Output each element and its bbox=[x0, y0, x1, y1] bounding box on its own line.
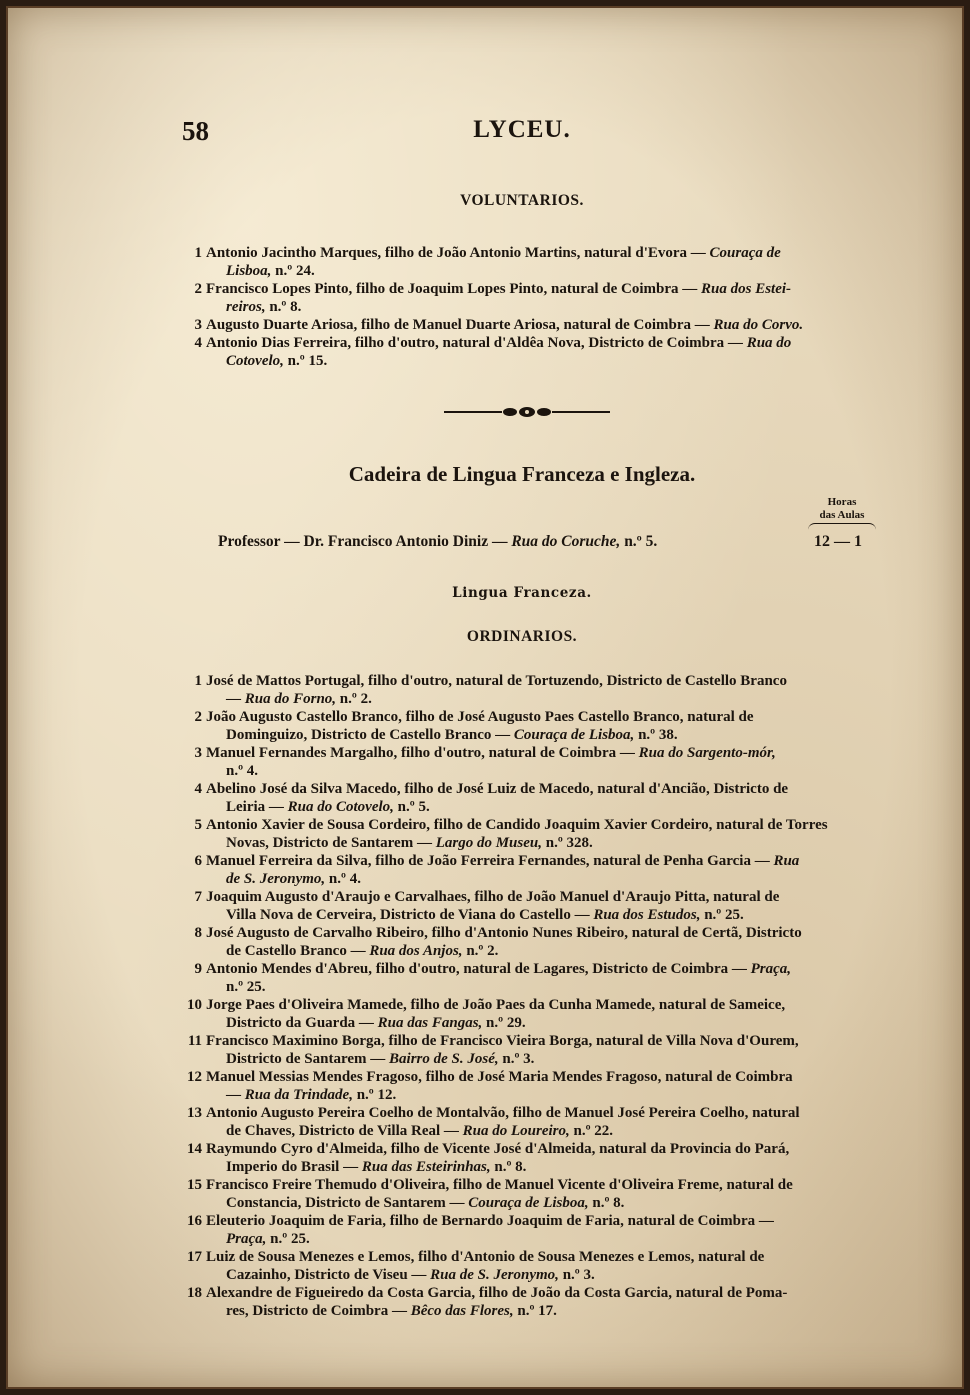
entry-continuation bbox=[206, 690, 884, 708]
entry-line: Antonio Xavier de Sousa Cordeiro, filho de Candido Joaquim Xavier Cordeiro, natural de Torres bbox=[206, 817, 828, 833]
list-item bbox=[182, 280, 884, 316]
entry-street: Couraça de Lisboa, bbox=[513, 727, 635, 743]
list-item bbox=[182, 1032, 884, 1068]
entry-number-suffix: n.º 15. bbox=[283, 353, 328, 369]
entry-text bbox=[206, 708, 884, 744]
entry-street: Cotovelo, bbox=[226, 353, 284, 369]
entry-number: 3 bbox=[194, 317, 202, 333]
entry-street: de S. Jeronymo, bbox=[226, 871, 326, 887]
entry-street: Couraça de Lisboa, bbox=[468, 1195, 589, 1211]
entry-text bbox=[206, 316, 884, 334]
entry-number-suffix: n.º 8. bbox=[265, 299, 302, 315]
list-item bbox=[182, 888, 884, 924]
entry-number-suffix: n.º 8. bbox=[588, 1195, 625, 1211]
entry-number-suffix: n.º 22. bbox=[569, 1123, 614, 1139]
entry-number-suffix: n.º 3. bbox=[558, 1267, 595, 1283]
entry-street: Rua dos Estei- bbox=[701, 281, 792, 297]
entry-text bbox=[206, 244, 884, 280]
entry-text bbox=[206, 280, 884, 316]
entry-continuation bbox=[206, 834, 884, 852]
entry-number: 12 bbox=[187, 1069, 202, 1085]
entry-street: Praça, bbox=[750, 961, 792, 977]
entry-line: Constancia, Districto de Santarem — bbox=[226, 1195, 465, 1211]
entry-text bbox=[206, 780, 884, 816]
entry-number: 9 bbox=[194, 961, 202, 977]
list-item bbox=[182, 316, 884, 334]
entry-street: Rua de S. Jeronymo, bbox=[430, 1267, 559, 1283]
entry-line: Antonio Dias Ferreira, filho d'outro, natural d'Aldêa Nova, Districto de Coimbra — bbox=[206, 335, 743, 351]
entry-line: de Castello Branco — bbox=[226, 943, 366, 959]
entry-street: Rua dos Anjos, bbox=[369, 943, 463, 959]
list-item bbox=[182, 1248, 884, 1284]
entry-street: Praça, bbox=[226, 1231, 267, 1247]
entry-street: Rua do bbox=[746, 335, 792, 351]
entry-text bbox=[206, 816, 884, 852]
entry-street: Bêco das Flores, bbox=[410, 1303, 514, 1319]
entry-line: Francisco Freire Themudo d'Oliveira, filho de Manuel Vicente d'Oliveira Freme, natural de bbox=[206, 1177, 793, 1193]
list-item bbox=[182, 960, 884, 996]
entry-continuation bbox=[206, 262, 884, 280]
ornament-icon bbox=[500, 406, 554, 418]
entry-line: — bbox=[226, 1087, 241, 1103]
entry-line: Districto da Guarda — bbox=[226, 1015, 374, 1031]
entry-continuation bbox=[206, 1302, 884, 1320]
entry-street: Largo do Museu, bbox=[435, 835, 542, 851]
list-item bbox=[182, 1140, 884, 1176]
entry-number-suffix: n.º 2. bbox=[336, 691, 372, 707]
entry-continuation bbox=[206, 1266, 884, 1284]
entry-number: 14 bbox=[187, 1141, 202, 1157]
entry-line: Alexandre de Figueiredo da Costa Garcia, filho de João da Costa Garcia, natural de Poma- bbox=[206, 1285, 788, 1301]
book-page bbox=[6, 6, 964, 1389]
entry-number: 15 bbox=[187, 1177, 202, 1193]
entry-number: 13 bbox=[187, 1105, 202, 1121]
entry-street: Rua do Forno, bbox=[244, 691, 337, 707]
list-item bbox=[182, 852, 884, 888]
entry-line: Districto de Santarem — bbox=[226, 1051, 386, 1067]
entry-continuation bbox=[206, 1086, 884, 1104]
entry-number-suffix: n.º 29. bbox=[482, 1015, 526, 1031]
horas-label-1: Horas bbox=[827, 496, 857, 508]
professor-line bbox=[218, 533, 657, 551]
entry-text bbox=[206, 1212, 884, 1248]
list-item bbox=[182, 1104, 884, 1140]
lingua-heading: Lingua Franceza. bbox=[452, 585, 592, 601]
entry-line: Abelino José da Silva Macedo, filho de José Luiz de Macedo, natural d'Ancião, Districto de bbox=[206, 781, 789, 797]
entry-number: 8 bbox=[194, 925, 202, 941]
entry-street: Couraça de bbox=[709, 245, 781, 261]
running-title: LYCEU. bbox=[473, 116, 571, 143]
entry-text bbox=[206, 1248, 884, 1284]
entry-line: Luiz de Sousa Menezes e Lemos, filho d'Antonio de Sousa Menezes e Lemos, natural de bbox=[206, 1249, 765, 1265]
entry-number: 6 bbox=[194, 853, 202, 869]
ordinarios-heading: ORDINARIOS. bbox=[466, 628, 578, 645]
entry-line: res, Districto de Coimbra — bbox=[226, 1303, 407, 1319]
list-item bbox=[182, 1176, 884, 1212]
entry-number: 2 bbox=[194, 281, 202, 297]
entry-text bbox=[206, 852, 884, 888]
page-number: 58 bbox=[182, 116, 209, 146]
list-item bbox=[182, 744, 884, 780]
entry-text bbox=[206, 1140, 884, 1176]
professor-tail: n.º 5. bbox=[620, 533, 658, 550]
entry-text bbox=[206, 672, 884, 708]
entry-street: Rua das Esteirinhas, bbox=[361, 1159, 491, 1175]
entry-line: Eleuterio Joaquim de Faria, filho de Bernardo Joaquim de Faria, natural de Coimbra — bbox=[206, 1213, 774, 1229]
entry-continuation bbox=[206, 942, 884, 960]
entry-street: reiros, bbox=[226, 299, 266, 315]
entry-continuation bbox=[206, 1158, 884, 1176]
entry-number-suffix: n.º 25. bbox=[266, 1231, 310, 1247]
entry-number-suffix: n.º 5. bbox=[393, 799, 430, 815]
entry-number-suffix: n.º 25. bbox=[226, 979, 266, 995]
entry-continuation bbox=[206, 298, 884, 316]
entry-continuation bbox=[206, 798, 884, 816]
entry-text bbox=[206, 996, 884, 1032]
entry-text bbox=[206, 960, 884, 996]
list-item bbox=[182, 334, 884, 370]
entry-text bbox=[206, 1176, 884, 1212]
entry-continuation bbox=[206, 870, 884, 888]
entry-text bbox=[206, 1104, 884, 1140]
entry-text bbox=[206, 924, 884, 960]
entry-line: Manuel Fernandes Margalho, filho d'outro, natural de Coimbra — bbox=[206, 745, 635, 761]
entry-line: João Augusto Castello Branco, filho de José Augusto Paes Castello Branco, natural de bbox=[206, 709, 754, 725]
entry-number-suffix: n.º 3. bbox=[498, 1051, 535, 1067]
entry-number: 3 bbox=[194, 745, 202, 761]
entry-street: Rua do Corvo. bbox=[713, 317, 804, 333]
entry-number: 1 bbox=[194, 245, 202, 261]
entry-number-suffix: n.º 12. bbox=[352, 1087, 397, 1103]
horas-label-2: das Aulas bbox=[819, 509, 865, 521]
list-item bbox=[182, 780, 884, 816]
entry-continuation bbox=[206, 762, 884, 780]
entry-line: José de Mattos Portugal, filho d'outro, natural de Tortuzendo, Districto de Castello Branco bbox=[206, 673, 787, 689]
entry-number: 11 bbox=[187, 1033, 202, 1049]
entry-line: Leiria — bbox=[226, 799, 284, 815]
entry-line: José Augusto de Carvalho Ribeiro, filho d'Antonio Nunes Ribeiro, natural de Certã, Districto bbox=[206, 925, 802, 941]
entry-number: 17 bbox=[187, 1249, 202, 1265]
entry-street: Rua do Loureiro, bbox=[462, 1123, 570, 1139]
entry-line: Antonio Augusto Pereira Coelho de Montalvão, filho de Manuel José Pereira Coelho, natural bbox=[206, 1105, 800, 1121]
entry-street: Rua bbox=[773, 853, 800, 869]
entry-line: Imperio do Brasil — bbox=[226, 1159, 359, 1175]
ornament-divider bbox=[444, 406, 610, 418]
entry-number-suffix: n.º 38. bbox=[634, 727, 678, 743]
entry-line: Antonio Mendes d'Abreu, filho d'outro, natural de Lagares, Districto de Coimbra — bbox=[206, 961, 747, 977]
entry-number: 4 bbox=[194, 335, 202, 351]
list-item bbox=[182, 816, 884, 852]
entry-continuation bbox=[206, 978, 884, 996]
entry-text bbox=[206, 744, 884, 780]
entry-number: 7 bbox=[194, 889, 202, 905]
entry-street: Rua das Fangas, bbox=[377, 1015, 483, 1031]
entry-text bbox=[206, 1068, 884, 1104]
list-item bbox=[182, 244, 884, 280]
entry-text bbox=[206, 334, 884, 370]
entry-continuation bbox=[206, 352, 884, 370]
entry-line: Joaquim Augusto d'Araujo e Carvalhaes, filho de João Manuel d'Araujo Pitta, natural de bbox=[206, 889, 780, 905]
list-item bbox=[182, 1284, 884, 1320]
brace-mark bbox=[808, 523, 876, 530]
entry-text bbox=[206, 1032, 884, 1068]
entry-continuation bbox=[206, 1230, 884, 1248]
entry-line: Villa Nova de Cerveira, Districto de Viana do Castello — bbox=[226, 907, 590, 923]
professor-street: Rua do Coruche, bbox=[511, 533, 621, 550]
entry-number-suffix: n.º 2. bbox=[462, 943, 499, 959]
entry-continuation bbox=[206, 906, 884, 924]
entry-continuation bbox=[206, 726, 884, 744]
entry-street: Lisboa, bbox=[226, 263, 272, 279]
professor-text: Professor — Dr. Francisco Antonio Diniz — bbox=[218, 533, 508, 550]
entry-number-suffix: n.º 4. bbox=[226, 763, 259, 779]
entry-number: 2 bbox=[194, 709, 202, 725]
ordinarios-list bbox=[182, 672, 884, 1320]
class-hours: 12 — 1 bbox=[814, 533, 862, 550]
entry-number: 5 bbox=[194, 817, 202, 833]
list-item bbox=[182, 1068, 884, 1104]
list-item bbox=[182, 996, 884, 1032]
entry-street: Rua do Sargento-mór, bbox=[638, 745, 776, 761]
entry-line: Jorge Paes d'Oliveira Mamede, filho de João Paes da Cunha Mamede, natural de Sameice, bbox=[206, 997, 786, 1013]
entry-number: 10 bbox=[187, 997, 202, 1013]
entry-number: 4 bbox=[194, 781, 202, 797]
entry-street: Bairro de S. José, bbox=[389, 1051, 499, 1067]
entry-line: Francisco Lopes Pinto, filho de Joaquim Lopes Pinto, natural de Coimbra — bbox=[206, 281, 698, 297]
entry-number-suffix: n.º 25. bbox=[700, 907, 744, 923]
entry-line: Manuel Ferreira da Silva, filho de João Ferreira Fernandes, natural de Penha Garcia — bbox=[206, 853, 770, 869]
list-item bbox=[182, 708, 884, 744]
entry-street: Rua da Trindade, bbox=[244, 1087, 353, 1103]
entry-number-suffix: n.º 17. bbox=[513, 1303, 557, 1319]
entry-number-suffix: n.º 24. bbox=[271, 263, 315, 279]
entry-continuation bbox=[206, 1194, 884, 1212]
list-item bbox=[182, 1212, 884, 1248]
cadeira-title: Cadeira de Lingua Franceza e Ingleza. bbox=[348, 462, 696, 486]
entry-number-suffix: n.º 4. bbox=[325, 871, 361, 887]
entry-number-suffix: n.º 8. bbox=[490, 1159, 527, 1175]
entry-number-suffix: n.º 328. bbox=[541, 835, 593, 851]
entry-line: de Chaves, Districto de Villa Real — bbox=[226, 1123, 459, 1139]
entry-line: Augusto Duarte Ariosa, filho de Manuel Duarte Ariosa, natural de Coimbra — bbox=[206, 317, 710, 333]
voluntarios-heading: VOLUNTARIOS. bbox=[460, 192, 584, 209]
page-header bbox=[178, 116, 866, 156]
entry-text bbox=[206, 1284, 884, 1320]
entry-line: Novas, Districto de Santarem — bbox=[226, 835, 432, 851]
entry-line: Raymundo Cyro d'Almeida, filho de Vicente José d'Almeida, natural da Provincia do Pará, bbox=[206, 1141, 790, 1157]
entry-line: Antonio Jacintho Marques, filho de João Antonio Martins, natural d'Evora — bbox=[206, 245, 706, 261]
entry-number: 1 bbox=[194, 673, 202, 689]
voluntarios-list bbox=[182, 244, 884, 370]
entry-continuation bbox=[206, 1014, 884, 1032]
entry-continuation bbox=[206, 1122, 884, 1140]
entry-line: Manuel Messias Mendes Fragoso, filho de José Maria Mendes Fragoso, natural de Coimbra bbox=[206, 1069, 793, 1085]
entry-line: Francisco Maximino Borga, filho de Francisco Vieira Borga, natural de Villa Nova d'Ourem, bbox=[206, 1033, 799, 1049]
list-item bbox=[182, 672, 884, 708]
entry-number: 16 bbox=[187, 1213, 202, 1229]
horas-label bbox=[802, 496, 882, 530]
entry-continuation bbox=[206, 1050, 884, 1068]
entry-number: 18 bbox=[187, 1285, 202, 1301]
entry-line: Cazainho, Districto de Viseu — bbox=[226, 1267, 427, 1283]
entry-line: — bbox=[226, 691, 241, 707]
entry-line: Dominguizo, Districto de Castello Branco — bbox=[226, 727, 511, 743]
entry-street: Rua dos Estudos, bbox=[593, 907, 701, 923]
entry-text bbox=[206, 888, 884, 924]
list-item bbox=[182, 924, 884, 960]
entry-street: Rua do Cotovelo, bbox=[287, 799, 394, 815]
